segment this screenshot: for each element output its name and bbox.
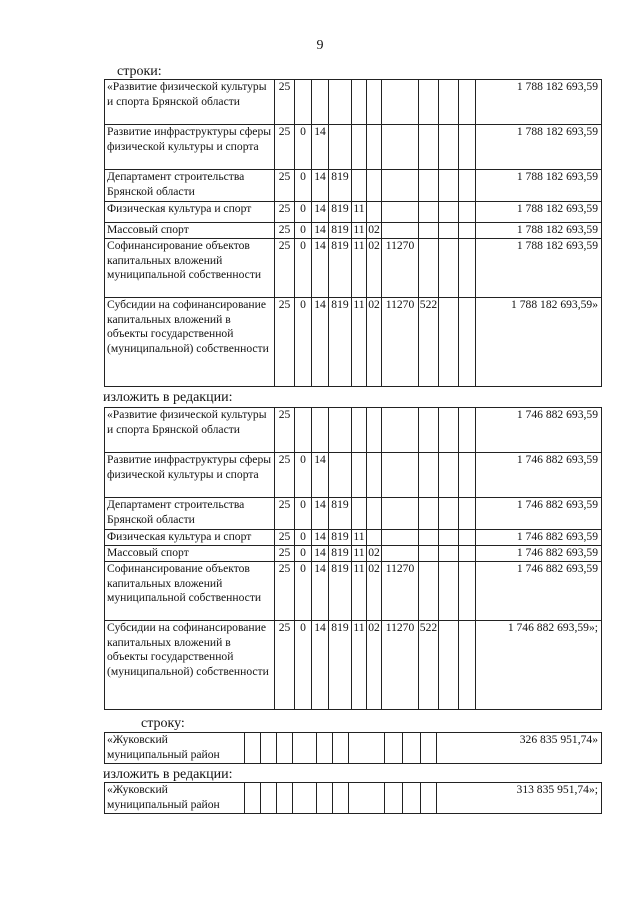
code-cell — [419, 202, 439, 223]
code-cell — [385, 783, 403, 814]
code-cell — [439, 125, 459, 170]
code-cell — [333, 733, 349, 764]
code-cell — [419, 546, 439, 562]
code-cell — [419, 125, 439, 170]
code-cell: 11270 — [382, 298, 419, 387]
code-cell: 0 — [295, 239, 312, 298]
code-cell — [459, 530, 476, 546]
code-cell: 0 — [295, 170, 312, 202]
table-row — [105, 530, 602, 546]
amount-cell: 1 788 182 693,59 — [476, 170, 602, 202]
code-cell: 819 — [329, 170, 352, 202]
table-row — [105, 408, 602, 453]
table-row — [105, 621, 602, 710]
code-cell: 14 — [312, 202, 329, 223]
code-cell — [419, 239, 439, 298]
code-cell — [419, 80, 439, 125]
table-row — [105, 783, 602, 814]
code-cell — [382, 498, 419, 530]
table-row — [105, 498, 602, 530]
code-cell — [295, 408, 312, 453]
code-cell — [352, 125, 367, 170]
code-cell — [459, 621, 476, 710]
code-cell: 819 — [329, 530, 352, 546]
code-cell: 25 — [275, 239, 295, 298]
table-row — [105, 453, 602, 498]
code-cell: 25 — [275, 498, 295, 530]
code-cell — [367, 170, 382, 202]
code-cell — [403, 733, 421, 764]
code-cell — [333, 783, 349, 814]
code-cell — [382, 202, 419, 223]
code-cell: 0 — [295, 546, 312, 562]
code-cell: 819 — [329, 621, 352, 710]
code-cell: 14 — [312, 239, 329, 298]
code-cell — [459, 125, 476, 170]
code-cell — [367, 125, 382, 170]
table-row — [105, 223, 602, 239]
code-cell: 25 — [275, 298, 295, 387]
row-name: Физическая культура и спорт — [105, 202, 275, 223]
code-cell — [459, 298, 476, 387]
code-cell — [419, 562, 439, 621]
code-cell — [352, 498, 367, 530]
code-cell — [439, 498, 459, 530]
code-cell — [439, 223, 459, 239]
code-cell — [382, 223, 419, 239]
code-cell — [382, 546, 419, 562]
row-name: Массовый спорт — [105, 223, 275, 239]
row-name: Департамент строительства Брянской области — [105, 170, 275, 202]
code-cell: 0 — [295, 202, 312, 223]
code-cell — [349, 733, 385, 764]
code-cell: 819 — [329, 562, 352, 621]
row-name: «Жуковский муниципальный район — [105, 733, 245, 764]
code-cell: 14 — [312, 621, 329, 710]
code-cell: 819 — [329, 223, 352, 239]
code-cell: 25 — [275, 562, 295, 621]
code-cell: 02 — [367, 223, 382, 239]
row-name: Департамент строительства Брянской области — [105, 498, 275, 530]
code-cell: 11 — [352, 621, 367, 710]
code-cell — [419, 498, 439, 530]
budget-table-new-2 — [104, 782, 602, 814]
amount-cell: 313 835 951,74»; — [437, 783, 602, 814]
code-cell: 25 — [275, 621, 295, 710]
code-cell — [367, 530, 382, 546]
code-cell: 11 — [352, 223, 367, 239]
row-name: «Развитие физической культуры и спорта Брянской области — [105, 408, 275, 453]
code-cell — [245, 733, 261, 764]
code-cell: 14 — [312, 546, 329, 562]
code-cell: 819 — [329, 239, 352, 298]
code-cell — [459, 202, 476, 223]
amount-cell: 1 746 882 693,59 — [476, 546, 602, 562]
code-cell — [295, 80, 312, 125]
code-cell: 14 — [312, 298, 329, 387]
code-cell: 25 — [275, 223, 295, 239]
code-cell — [352, 453, 367, 498]
code-cell: 14 — [312, 498, 329, 530]
code-cell: 11 — [352, 562, 367, 621]
code-cell — [459, 223, 476, 239]
code-cell — [419, 170, 439, 202]
code-cell: 25 — [275, 453, 295, 498]
label-lines: строки: — [117, 64, 162, 79]
row-name: «Развитие физической культуры и спорта Брянской области — [105, 80, 275, 125]
amount-cell: 326 835 951,74» — [437, 733, 602, 764]
code-cell — [367, 408, 382, 453]
code-cell — [419, 530, 439, 546]
code-cell — [439, 546, 459, 562]
code-cell: 25 — [275, 202, 295, 223]
code-cell — [459, 408, 476, 453]
budget-table-old-2 — [104, 732, 602, 764]
code-cell: 0 — [295, 125, 312, 170]
code-cell — [403, 783, 421, 814]
code-cell — [261, 733, 277, 764]
code-cell — [293, 783, 317, 814]
code-cell — [277, 733, 293, 764]
code-cell: 14 — [312, 223, 329, 239]
row-name: Развитие инфраструктуры сферы физической культуры и спорта — [105, 453, 275, 498]
code-cell — [312, 80, 329, 125]
code-cell — [382, 408, 419, 453]
code-cell: 11 — [352, 202, 367, 223]
page-number: 9 — [316, 38, 324, 53]
code-cell — [312, 408, 329, 453]
code-cell — [459, 498, 476, 530]
amount-cell: 1 788 182 693,59 — [476, 239, 602, 298]
code-cell — [439, 170, 459, 202]
code-cell — [439, 530, 459, 546]
code-cell: 14 — [312, 170, 329, 202]
code-cell: 0 — [295, 530, 312, 546]
code-cell — [245, 783, 261, 814]
code-cell — [421, 783, 437, 814]
code-cell — [439, 239, 459, 298]
code-cell: 14 — [312, 125, 329, 170]
code-cell: 0 — [295, 621, 312, 710]
table-row — [105, 239, 602, 298]
budget-table-old-body — [105, 80, 602, 387]
code-cell — [367, 498, 382, 530]
budget-table-new — [104, 407, 602, 710]
row-name: Субсидии на софинансирование капитальных вложений в объекты государственной (муниципальной) собственности — [105, 621, 275, 710]
code-cell: 0 — [295, 223, 312, 239]
budget-table-old — [104, 79, 602, 387]
code-cell — [317, 733, 333, 764]
table-row — [105, 125, 602, 170]
amount-cell: 1 788 182 693,59» — [476, 298, 602, 387]
label-line: строку: — [141, 716, 185, 731]
code-cell — [352, 170, 367, 202]
code-cell: 0 — [295, 453, 312, 498]
amount-cell: 1 746 882 693,59»; — [476, 621, 602, 710]
code-cell — [439, 298, 459, 387]
code-cell: 02 — [367, 298, 382, 387]
code-cell: 819 — [329, 202, 352, 223]
code-cell: 0 — [295, 562, 312, 621]
code-cell: 11 — [352, 298, 367, 387]
row-name: Софинансирование объектов капитальных вложений муниципальной собственности — [105, 239, 275, 298]
code-cell — [419, 223, 439, 239]
code-cell — [382, 125, 419, 170]
amount-cell: 1 788 182 693,59 — [476, 223, 602, 239]
row-name: Развитие инфраструктуры сферы физической культуры и спорта — [105, 125, 275, 170]
table-row — [105, 546, 602, 562]
code-cell — [419, 453, 439, 498]
code-cell — [459, 453, 476, 498]
label-edit-1: изложить в редакции: — [103, 390, 233, 405]
label-edit-2: изложить в редакции: — [103, 767, 233, 782]
code-cell: 02 — [367, 621, 382, 710]
code-cell: 11 — [352, 530, 367, 546]
code-cell — [382, 453, 419, 498]
code-cell: 0 — [295, 298, 312, 387]
code-cell: 0 — [295, 498, 312, 530]
code-cell: 522 — [419, 621, 439, 710]
code-cell: 11 — [352, 239, 367, 298]
code-cell — [382, 170, 419, 202]
code-cell: 819 — [329, 298, 352, 387]
code-cell — [459, 546, 476, 562]
budget-table-new-body — [105, 408, 602, 710]
row-name: Субсидии на софинансирование капитальных вложений в объекты государственной (муниципальной) собственности — [105, 298, 275, 387]
code-cell: 25 — [275, 530, 295, 546]
table-row — [105, 170, 602, 202]
amount-cell: 1 788 182 693,59 — [476, 80, 602, 125]
row-name: Физическая культура и спорт — [105, 530, 275, 546]
code-cell — [352, 80, 367, 125]
row-name: Массовый спорт — [105, 546, 275, 562]
amount-cell: 1 746 882 693,59 — [476, 562, 602, 621]
code-cell: 02 — [367, 562, 382, 621]
code-cell — [261, 783, 277, 814]
code-cell — [382, 80, 419, 125]
code-cell: 14 — [312, 562, 329, 621]
amount-cell: 1 746 882 693,59 — [476, 408, 602, 453]
code-cell — [293, 733, 317, 764]
code-cell: 25 — [275, 125, 295, 170]
code-cell: 819 — [329, 498, 352, 530]
code-cell — [439, 202, 459, 223]
budget-table-new-2-body — [105, 783, 602, 814]
code-cell — [421, 733, 437, 764]
amount-cell: 1 788 182 693,59 — [476, 125, 602, 170]
table-row — [105, 298, 602, 387]
code-cell: 25 — [275, 170, 295, 202]
row-name: «Жуковский муниципальный район — [105, 783, 245, 814]
code-cell — [459, 170, 476, 202]
code-cell — [459, 80, 476, 125]
code-cell — [385, 733, 403, 764]
code-cell — [459, 562, 476, 621]
code-cell — [367, 202, 382, 223]
code-cell: 14 — [312, 530, 329, 546]
code-cell: 02 — [367, 546, 382, 562]
code-cell — [459, 239, 476, 298]
code-cell: 522 — [419, 298, 439, 387]
code-cell — [439, 80, 459, 125]
table-row — [105, 202, 602, 223]
code-cell — [439, 621, 459, 710]
code-cell — [382, 530, 419, 546]
code-cell — [439, 453, 459, 498]
amount-cell: 1 746 882 693,59 — [476, 530, 602, 546]
table-row — [105, 562, 602, 621]
code-cell: 11 — [352, 546, 367, 562]
code-cell: 02 — [367, 239, 382, 298]
budget-table-old-2-body — [105, 733, 602, 764]
amount-cell: 1 746 882 693,59 — [476, 453, 602, 498]
amount-cell: 1 788 182 693,59 — [476, 202, 602, 223]
code-cell — [329, 453, 352, 498]
code-cell: 819 — [329, 546, 352, 562]
code-cell — [329, 80, 352, 125]
code-cell — [367, 453, 382, 498]
code-cell — [329, 408, 352, 453]
code-cell: 25 — [275, 546, 295, 562]
table-row — [105, 733, 602, 764]
code-cell — [367, 80, 382, 125]
code-cell — [317, 783, 333, 814]
code-cell: 25 — [275, 408, 295, 453]
code-cell: 11270 — [382, 621, 419, 710]
code-cell — [352, 408, 367, 453]
code-cell — [349, 783, 385, 814]
code-cell — [329, 125, 352, 170]
code-cell — [439, 562, 459, 621]
code-cell — [419, 408, 439, 453]
code-cell: 25 — [275, 80, 295, 125]
code-cell — [439, 408, 459, 453]
row-name: Софинансирование объектов капитальных вложений муниципальной собственности — [105, 562, 275, 621]
code-cell — [277, 783, 293, 814]
amount-cell: 1 746 882 693,59 — [476, 498, 602, 530]
code-cell: 11270 — [382, 239, 419, 298]
table-row — [105, 80, 602, 125]
code-cell: 14 — [312, 453, 329, 498]
code-cell: 11270 — [382, 562, 419, 621]
